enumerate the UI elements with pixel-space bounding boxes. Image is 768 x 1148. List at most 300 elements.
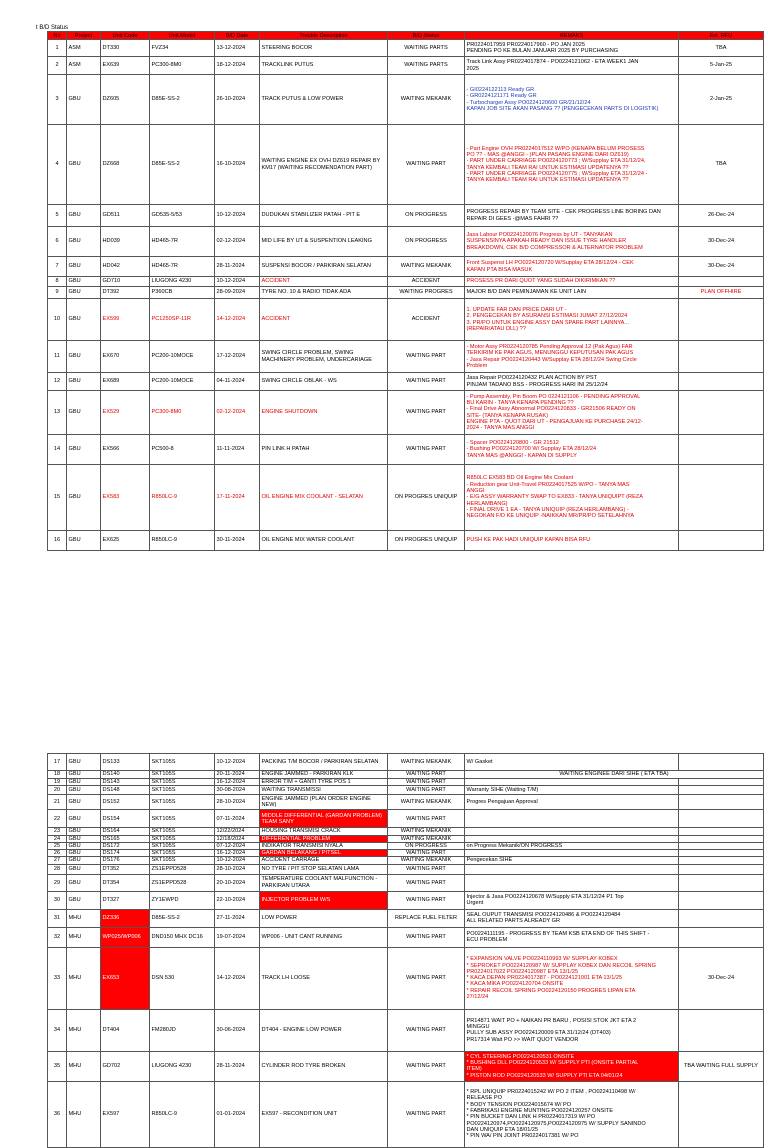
table-row [48,779,764,786]
cell-project: GBU [67,435,101,465]
remark-line: 2024 - TANYA MAS ANGGI [466,425,535,432]
cell-bd-status: WAITING MEKANIK [388,257,465,277]
remark-line: TANYA KEMBALI TEAM RAI UNTUK ESTIMASI UPDATENYA ?? [466,164,629,171]
cell-trouble: SUSPENSI BOCOR / PARKIRAN SELATAN [260,257,388,277]
remark-line: - Motor Assy PR0224120785 Pending Approval 12 (Pak Agus) FAR [466,343,633,350]
cell-est-rfu [679,835,764,842]
cell-unit-model: DSN 530 [150,947,215,1009]
cell-no: 3 [48,75,67,125]
cell-bd-date: 14-12-2024 [215,947,260,1009]
table-row [48,531,764,551]
remark-line: * PIN WA/ PIN JOINT PR0224017381 W/ PO [466,1133,579,1140]
remark-line: W/ Gasket [466,758,493,765]
remark-line: - E/G ASSY WARRANTY SWAP TO EX833 - TANYA UNIQUIPT (REZA [466,494,643,501]
remark-line: PULLY SUB ASSY PO0224120009 ETA 31/12/24 (DT403) [466,1030,611,1037]
cell-est-rfu: PLAN OFFHIRE [679,287,764,299]
cell-no: 32 [48,927,67,947]
cell-unit-model: SKT105S [150,850,215,857]
cell-unit-code: DS154 [101,810,150,828]
cell-no: 20 [48,786,67,795]
cell-project: GBU [67,779,101,786]
cell-trouble: ENGINE JAMMED - PARKIRAN KLK [260,771,388,779]
cell-bd-date: 07-11-2024 [215,810,260,828]
col-no-header: No [48,32,67,40]
remark-line: * CYL STEERING PO0224120531 ONSITE [466,1053,575,1060]
cell-trouble: EX597 - RECONDITION UNIT [260,1081,388,1147]
table-row [48,75,764,125]
cell-bd-date: 28-09-2024 [215,287,260,299]
cell-trouble: TRACK PUTUS & LOW POWER [260,75,388,125]
cell-remarks [465,257,679,277]
cell-est-rfu [679,850,764,857]
remark-line: MINGGU [466,1023,490,1030]
remark-line: TERKIRIM KE PAK AGUS, MENUNGGU KEPUTUSAN PAK AGUS [466,350,634,357]
cell-unit-code: DT392 [101,287,150,299]
remark-line: TANYA KEMBALI TEAM RAI UNTUK ESTIMASI UPDATENYA ?? [466,177,629,184]
cell-unit-code: DZ336 [101,909,150,927]
cell-unit-code: EX689 [101,373,150,391]
cell-bd-status: WAITING PART [388,786,465,795]
cell-project: GBU [67,850,101,857]
cell-remarks [465,754,679,771]
cell-no: 1 [48,40,67,57]
remark-line: * BUSHING DLL PO0224120533 W/ SUPPLY PTI (ONSITE PARTIAL [466,1059,639,1066]
table-row [48,850,764,857]
cell-est-rfu [679,909,764,927]
cell-unit-model: SKT105S [150,779,215,786]
cell-bd-date: 04-11-2024 [215,373,260,391]
remark-line: 2. PENGECEKAN BY ASURANSI ESTIMASI JUMAT 27/12/2024 [466,313,628,320]
cell-remarks [465,1051,679,1081]
cell-remarks [465,842,679,849]
cell-est-rfu [679,786,764,795]
remark-line: - Final Drive Assy Abnormal PO0224120833 - GR21506 READY ON [466,406,636,413]
cell-unit-model: SKT105S [150,754,215,771]
cell-bd-date: 16-12-2024 [215,779,260,786]
cell-bd-date: 07-12-2024 [215,842,260,849]
cell-project: GBU [67,257,101,277]
remark-line: - Spacer PO0224120800 - GR 21512 [466,440,559,447]
cell-project: GBU [67,842,101,849]
remark-line: - Pump Assembly, Pin Boom PO 0224121106 - PENDING APPROVAL [466,393,641,400]
table-row [48,810,764,828]
cell-remarks [465,391,679,435]
cell-no: 6 [48,227,67,257]
cell-no: 36 [48,1081,67,1147]
cell-est-rfu [679,531,764,551]
cell-remarks [465,1009,679,1051]
cell-est-rfu: TBA WAITING FULL SUPPLY [679,1051,764,1081]
remark-line: ITEM) [466,1066,482,1073]
cell-unit-code: DT354 [101,874,150,891]
cell-est-rfu: 26-Dec-24 [679,205,764,227]
bd-status-table-2 [47,753,764,1148]
cell-unit-model: SKT105S [150,795,215,810]
cell-project: GBU [67,891,101,909]
cell-project: GBU [67,795,101,810]
cell-bd-date: 11-11-2024 [215,435,260,465]
cell-unit-code: DS165 [101,835,150,842]
cell-trouble: SWING CIRCLE OBLAK - WS [260,373,388,391]
cell-bd-status: WAITING PART [388,927,465,947]
cell-bd-date: 16-10-2024 [215,125,260,205]
cell-trouble: CYLINDER ROD TYRE BROKEN [260,1051,388,1081]
cell-remarks [465,874,679,891]
cell-no: 16 [48,531,67,551]
table-row [48,754,764,771]
cell-unit-code: DT352 [101,864,150,874]
remark-line: KAPAN JOB SITE AKAN PASANG ?? (PENGECEKAN PARTS DI LOGISTIK) [466,105,659,112]
cell-no: 12 [48,373,67,391]
cell-project: GBU [67,810,101,828]
cell-trouble: WAITING ENGINE EX OVH DZ619 REPAIR BY KM17 (WAITING RECOMENDATION PART) [260,125,388,205]
cell-bd-status: WAITING PART [388,779,465,786]
cell-est-rfu [679,810,764,828]
cell-project: GBU [67,373,101,391]
cell-project: MHU [67,1051,101,1081]
remark-line: * REPAIR RECOIL SPRING PO0224120150 PROGRES LIPAN ETA [466,987,636,994]
cell-unit-model: SKT105S [150,810,215,828]
cell-trouble: ACCIDENT [260,299,388,341]
table-row [48,1009,764,1051]
cell-est-rfu: 30-Dec-24 [679,227,764,257]
cell-est-rfu [679,927,764,947]
cell-unit-code: DS133 [101,754,150,771]
remark-line: Jasa Labour PO0224120076 Progress by UT - TANYAKAN [466,232,613,239]
cell-bd-date: 28-10-2024 [215,795,260,810]
cell-bd-status: WAITING PART [388,947,465,1009]
remark-line: RELEASE PO [466,1095,502,1102]
cell-est-rfu: TBA [679,40,764,57]
cell-trouble: TEMPERATURE COOLANT MALFUNCTION - PARKIRAN UTARA [260,874,388,891]
remark-line: ECU PROBLEM [466,937,508,944]
cell-unit-code: EX566 [101,435,150,465]
cell-unit-code: DS152 [101,795,150,810]
cell-trouble: ENGINE JAMMED (PLAN ORDER ENGINE NEW) [260,795,388,810]
cell-unit-code: EX597 [101,1081,150,1147]
cell-unit-model: R850LC-9 [150,1081,215,1147]
cell-bd-status: WAITING PART [388,771,465,779]
cell-project: MHU [67,1081,101,1147]
remark-line: * BODY TENSION PO0224015674 W/ PO [466,1101,572,1108]
cell-est-rfu [679,828,764,835]
cell-unit-model: HD465-7R [150,227,215,257]
cell-remarks [465,75,679,125]
cell-trouble: OIL ENGINE MIX WATER COOLANT [260,531,388,551]
cell-project: GBU [67,771,101,779]
cell-bd-date: 10-12-2024 [215,277,260,287]
cell-project: GBU [67,465,101,531]
remark-line: Progres Pengajuan Approval [466,799,538,806]
cell-no: 7 [48,257,67,277]
cell-remarks [465,341,679,373]
cell-no: 34 [48,1009,67,1051]
cell-project: GBU [67,299,101,341]
remark-line: Urgent [466,900,484,907]
cell-est-rfu [679,754,764,771]
cell-est-rfu [679,842,764,849]
cell-unit-model: PC1250SP-11R [150,299,215,341]
cell-unit-model: R850LC-9 [150,531,215,551]
cell-project: GBU [67,786,101,795]
cell-remarks [465,435,679,465]
remark-line: - PART UNDER CARRIAGE PO0224120775 ; W/Supplay ETA 31/12/24 - [466,170,648,177]
cell-bd-status: WAITING PART [388,810,465,828]
remark-line: PROSESS PR DARI QUOT YANG SUDAH DIKIRIMKAN ?? [466,278,616,285]
cell-est-rfu [679,874,764,891]
cell-bd-date: 16-12-2024 [215,850,260,857]
col-trouble-header: Trouble Description [260,32,388,40]
col-unit-model-header: Unit Model [150,32,215,40]
remark-line: R850LC EX583 BD Oil Engine Mix Coolant [466,475,574,482]
cell-no: 24 [48,835,67,842]
cell-remarks [465,947,679,1009]
cell-est-rfu [679,1009,764,1051]
cell-project: MHU [67,909,101,927]
table-row [48,125,764,205]
cell-unit-code: EX625 [101,531,150,551]
remark-line: (REPAIR/ATAU DLL) ?? [466,325,526,332]
cell-unit-code: DT330 [101,40,150,57]
remark-line: BREAKDOWN, CEK B/D COMPRESSOR & ALTERNATOR PROBLEM [466,244,643,251]
cell-trouble: PACKING T/M BOCOR / PARKIRAN SELATAN [260,754,388,771]
remark-line: * KACA MIKA PO0224120704 ONSITE [466,981,564,988]
cell-bd-status: WAITING MEKANIK [388,75,465,125]
cell-unit-model: R850LC-9 [150,465,215,531]
cell-trouble: LOW POWER [260,909,388,927]
cell-trouble: OIL ENGINE MIX COOLANT - SELATAN [260,465,388,531]
remark-line: PR0224017959 PR0224017960 - PO JAN 2025 [466,41,585,48]
cell-project: GBU [67,341,101,373]
remark-line: - PART UNDER CARRIAGE PO0224120773 ; W/Supplay ETA 31/12/24, [466,158,646,165]
cell-est-rfu [679,435,764,465]
cell-no: 28 [48,864,67,874]
cell-bd-status: WAITING MEKANIK [388,754,465,771]
cell-unit-model: D85E-SS-2 [150,75,215,125]
cell-bd-status: WAITING MEKANIK [388,857,465,864]
remark-line: on Progress Mekanik/ON PROGRESS [466,842,563,849]
table-row [48,857,764,864]
remark-line: DAN UNIQUIP ETA 18/01/25 [466,1126,539,1133]
cell-bd-date: 28-11-2024 [215,257,260,277]
cell-unit-model: ZS1EPPD528 [150,864,215,874]
cell-unit-code: DS174 [101,850,150,857]
table-row [48,842,764,849]
cell-unit-code: WP025/WP006 [101,927,150,947]
cell-bd-date: 10-12-2024 [215,857,260,864]
cell-no: 10 [48,299,67,341]
col-project-header: Project [67,32,101,40]
cell-bd-date: 27-11-2024 [215,909,260,927]
cell-unit-model: DND150 MHX DC16 [150,927,215,947]
table-row [48,828,764,835]
cell-remarks [465,1081,679,1147]
cell-remarks [465,227,679,257]
remark-line: KAPAN PTA BISA MASUK [466,266,533,273]
remark-line: - GI0224122113 Ready GR [466,86,535,93]
cell-bd-date: 01-01-2024 [215,1081,260,1147]
table-row [48,835,764,842]
remark-line: Track Link Assy PR0224017874 - PO0224121062 - ETA WEEK1 JAN [466,59,639,66]
cell-trouble: SWING CIRCLE PROBLEM, SWING MACHINERY PROBLEM, UNDERCARIAGE [260,341,388,373]
cell-est-rfu: TBA [679,125,764,205]
cell-no: 18 [48,771,67,779]
cell-unit-code: HD042 [101,257,150,277]
table-row [48,786,764,795]
cell-remarks [465,40,679,57]
cell-trouble: STEERING BOCOR [260,40,388,57]
remark-line: * PISTON ROD PO0224120533 W/ SUPPLY PTI ETA 04/01/24 [466,1072,623,1079]
cell-unit-code: DT327 [101,891,150,909]
cell-bd-date: 22-10-2024 [215,891,260,909]
table-row [48,864,764,874]
remark-line: Front Suspensi LH PO0224120720 W/Supplay ETA 28/12/24 - CEK [466,260,634,267]
cell-no: 26 [48,850,67,857]
cell-trouble: ERROR T/M + GANTI TYRE POS 1 [260,779,388,786]
remark-line: PR14871 WAIT PO + NAIKAN PR BARU , POSISI STOK JKT ETA 2 [466,1017,637,1024]
remark-line: - Jasa Repair PO0224120443 W/Supplay ETA 28/12/24 Swing Circle [466,356,637,363]
remark-line: PR0224017022 PO0224120987 ETA 13/1/25 [466,968,579,975]
cell-bd-date: 02-12-2024 [215,227,260,257]
cell-unit-model: SKT105S [150,786,215,795]
page-title: t B/D Status [36,25,69,31]
cell-bd-status: ACCIDENT [388,277,465,287]
remark-line: WAITING ENGINEE DARI SIHE ( ETA TBA) [559,771,669,778]
cell-no: 33 [48,947,67,1009]
cell-project: GBU [67,125,101,205]
remark-line: PUSH KE PAK HADI UNIQUIP KAPAN BISA RFU [466,537,591,544]
cell-trouble: INJECTOR PROBLEM W/S [260,891,388,909]
cell-unit-code: EX583 [101,465,150,531]
table-row [48,227,764,257]
cell-unit-code: DS140 [101,771,150,779]
cell-trouble: TYRE NO. 10 & RADIO TIDAK ADA [260,287,388,299]
cell-bd-date: 18-12-2024 [215,57,260,75]
cell-unit-code: DZ605 [101,75,150,125]
cell-project: GBU [67,287,101,299]
table-row [48,205,764,227]
remark-line: 27/12/24 [466,994,489,1001]
cell-est-rfu [679,373,764,391]
cell-bd-date: 20-11-2024 [215,771,260,779]
cell-project: GBU [67,277,101,287]
cell-est-rfu: 30-Dec-24 [679,257,764,277]
remark-line: REPAIR DI GEES -@MAS FAHRI ?? [466,215,559,222]
cell-no: 22 [48,810,67,828]
cell-trouble: ACCIDENT [260,277,388,287]
cell-est-rfu [679,795,764,810]
cell-trouble: DIFFERENTIAL PROBLEM [260,835,388,842]
table-row [48,1081,764,1147]
cell-bd-status: WAITING PARTS [388,57,465,75]
cell-project: ASM [67,57,101,75]
cell-unit-model: SKT105S [150,842,215,849]
cell-unit-model: HD465-7R [150,257,215,277]
cell-bd-date: 10-12-2024 [215,754,260,771]
cell-remarks [465,810,679,828]
table-row [48,435,764,465]
cell-bd-status: ON PROGRES UNIQUIP [388,531,465,551]
cell-bd-status: REPLACE FUEL FILTER [388,909,465,927]
cell-unit-code: EX599 [101,299,150,341]
cell-no: 31 [48,909,67,927]
cell-bd-date: 12/22/2024 [215,828,260,835]
remark-line: PR17314 Wait PO >> WAIT QUOT VENDOR [466,1036,579,1043]
cell-remarks [465,299,679,341]
cell-trouble: WAITING TRANSMISSI [260,786,388,795]
cell-no: 23 [48,828,67,835]
cell-project: GBU [67,857,101,864]
cell-trouble: HOUSING TRANSMISI CRACK [260,828,388,835]
cell-bd-status: WAITING PART [388,373,465,391]
remark-line: TANYA MAS @ANGGI - KAPAN DI SUPPLY [466,452,577,459]
table-row [48,909,764,927]
cell-trouble: TRACK LH LOOSE [260,947,388,1009]
cell-unit-model: PC200-10MOCE [150,373,215,391]
cell-bd-status: WAITING PART [388,850,465,857]
table-row [48,771,764,779]
remark-line: 1. UPDATE FAR DAN PRICE DARI UT - [466,306,567,313]
cell-bd-status: WAITING PART [388,435,465,465]
cell-unit-model: PC200-10MOCE [150,341,215,373]
cell-project: ASM [67,40,101,57]
table-row [48,277,764,287]
cell-unit-code: DS164 [101,828,150,835]
cell-est-rfu [679,391,764,435]
table-row [48,299,764,341]
cell-project: GBU [67,205,101,227]
cell-remarks [465,927,679,947]
cell-no: 30 [48,891,67,909]
remark-line: ENGINE PTA - QUOT DARI UT - PENGAJUAN KE PURCHASE 24/12- [466,418,643,425]
cell-bd-date: 13-12-2024 [215,40,260,57]
cell-project: GBU [67,227,101,257]
table-row [48,465,764,531]
remark-line: - Reduction gear Unit-Travel PR0224017525 W/PO - TANYA MAS [466,481,630,488]
cell-unit-model: PC300-8M0 [150,391,215,435]
table-row [48,287,764,299]
cell-bd-date: 28-11-2024 [215,1051,260,1081]
cell-bd-status: ON PROGRESS [388,227,465,257]
remark-line: PINJAM TADANO BSS - PROGRESS HARI INI 25/12/24 [466,381,608,388]
cell-remarks [465,857,679,864]
cell-bd-status: WAITING MEKANIK [388,835,465,842]
cell-est-rfu [679,779,764,786]
table-row [48,795,764,810]
cell-remarks [465,531,679,551]
cell-trouble: TRACKLINK PUTUS [260,57,388,75]
cell-trouble: ACCIDENT CARRAGE [260,857,388,864]
cell-bd-date: 28-10-2024 [215,864,260,874]
cell-project: GBU [67,75,101,125]
cell-unit-model: ZS1EPPD528 [150,874,215,891]
remark-line: - FINAL DRIVE 1 EA - TANYA UNIQUIP (REZA HERLAMBANG) - [466,506,629,513]
cell-bd-status: WAITING PART [388,1051,465,1081]
cell-trouble: WP006 - UNIT CANT RUNNING [260,927,388,947]
cell-remarks [465,864,679,874]
cell-unit-code: GD511 [101,205,150,227]
cell-remarks [465,779,679,786]
cell-bd-date: 17-12-2024 [215,341,260,373]
cell-no: 9 [48,287,67,299]
cell-no: 13 [48,391,67,435]
cell-est-rfu [679,299,764,341]
remark-line: NEGOKAN F/D KE UNIQUIP -NAIKKAN MR/PR/PO SETELAHNYA [466,513,635,520]
cell-remarks [465,786,679,795]
cell-remarks [465,465,679,531]
remark-line: BU KARIN - TANYA KENAPA PENDING ?? [466,399,574,406]
cell-remarks [465,891,679,909]
